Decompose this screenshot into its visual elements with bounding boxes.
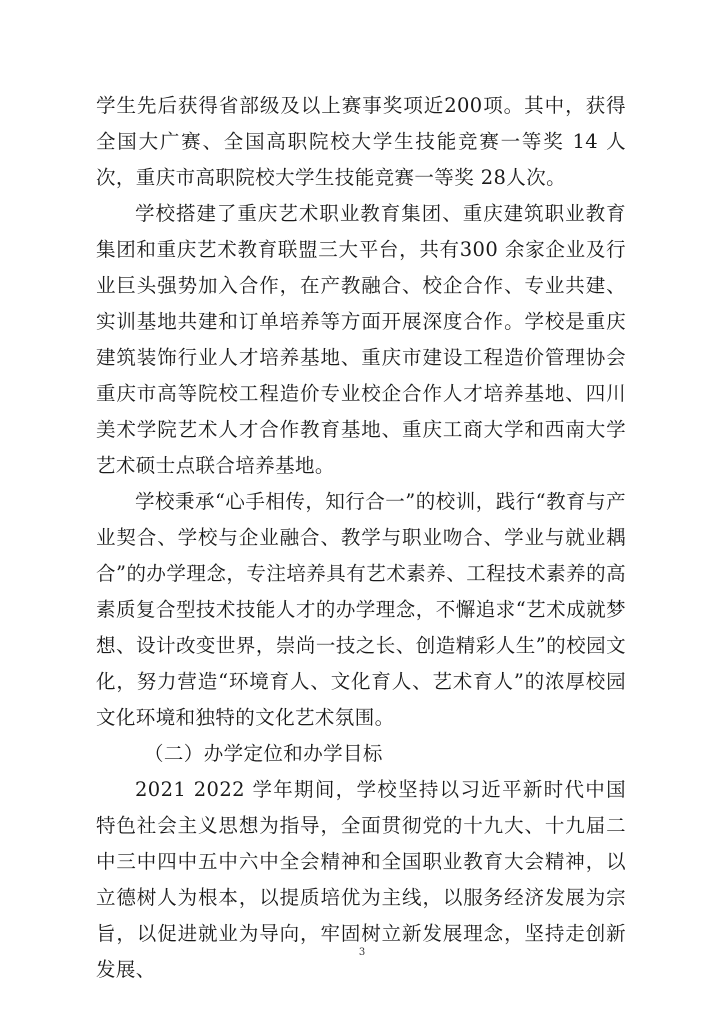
body-paragraph-awards: 学生先后获得省部级及以上赛事奖项近200项。其中，获得全国大广赛、全国高职院校大学生技能竞赛一等奖 14 人次，重庆市高职院校大学生技能竞赛一等奖 28人次。 xyxy=(96,94,626,189)
body-paragraph-philosophy: 学校秉承“心手相传，知行合一”的校训，践行“教育与产业契合、学校与企业融合、教学与职业吻合、学业与就业耦合”的办学理念，专注培养具有艺术素养、工程技术素养的高素质复合型技术技能人才的办学理念，不懈追求“艺术成就梦想、设计改变世界，崇尚一技之长、创造精彩人生”的校园文化，努力营造“环境育人、文化育人、艺术育人”的浓厚校园文化环境和独特的文化艺术氛围。 xyxy=(96,490,626,729)
body-paragraph-platforms: 学校搭建了重庆艺术职业教育集团、重庆建筑职业教育集团和重庆艺术教育联盟三大平台，共有300 余家企业及行业巨头强势加入合作，在产教融合、校企合作、专业共建、实训基地共建和订单培养等方面开展深度合作。学校是重庆建筑装饰行业人才培养基地、重庆市建设工程造价管理协会重庆市高等院校工程造价专业校企合作人才培养基地、四川美术学院艺术人才合作教育基地、重庆工商大学和西南大学艺术硕士点联合培养基地。 xyxy=(96,202,626,477)
section-heading: （二）办学定位和办学目标 xyxy=(144,742,383,765)
page-number: 3 xyxy=(358,947,366,958)
body-paragraph-goals: 2021 2022 学年期间，学校坚持以习近平新时代中国特色社会主义思想为指导，全面贯彻党的十九大、十九届二中三中四中五中六中全会精神和全国职业教育大会精神，以立德树人为根本，以提质培优为主线，以服务经济发展为宗旨，以促进就业为导向，牢固树立新发展理念，坚持走创新发展、 xyxy=(96,778,626,981)
